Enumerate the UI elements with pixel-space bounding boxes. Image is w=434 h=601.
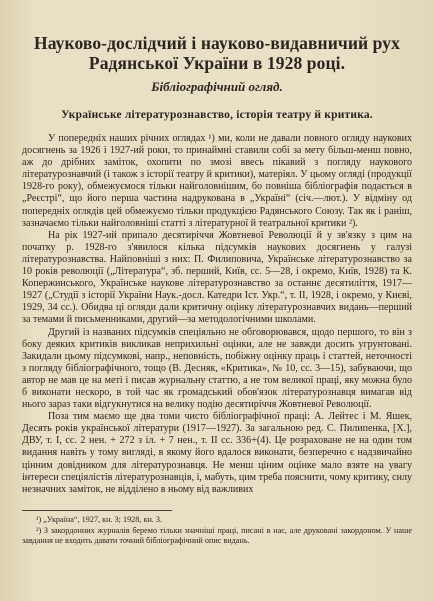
paragraph: У попередніх наших річних оглядах ¹) ми, коли не давали повного огляду наукових досягнень за 1926 і 1927-ий роки, то принаймні ставили собі за мету більш-менш повно, аж до дрібних заміток, охопити по змозі ввесь пікавий з погляду наукового літературознавчий (і також з історії театру й критики), матеріял. У цьому огляді (продукції 1928-го року), обмежуємося тільки найголовнішим, бо повніша бібліографія подається в „Реєстрі“, що його перша частина надрукована в „Україні“ (січ.—лют.). У відміну од попередніх оглядів цей обмежуємо тільки продукцією Радянського Союзу. Так як і раніш, зазначаємо тільки найголовніші статті з літературної й театральної критики ²). (22, 133, 412, 229)
page-title: Науково-дослідчий і науково-видавничий рух Радянської України в 1928 році. (34, 33, 400, 73)
footnote-divider (22, 510, 172, 511)
footnotes (22, 515, 412, 546)
paragraph: Другий із названих підсумків спеціяльно не обговорювався, щодо першого, то він з боку деяких критиків викликав неприхильні оцінки, але не завжди досить угрунтовані. Закидали цьому підсумкові, напр., неповність, побіжну оцінку праць і статтей, неточності з погляду бібліографічного, тощо (В. Десняк, «Критика», № 10, сс. 3—15), забуваючи, що автор не мав це на меті і писав журнальну статтю, а не том великої праці, яку можна було б виконати нескоро, в той час як громадський обов'язок літературознавця вимагав від нього зараз таки відгукнутися на велику подію десятиріччя Жовтневої Революції. (22, 326, 412, 411)
paragraph: На рік 1927-ий припало десятиріччя Жовтневої Революції й у зв'язку з цим на початку р. 1928-го з'явилося кілька підсумків наукових досягнень у галузі літературознавства. Найповніші з них: П. Филиповича, Українське літературознавство за 10 років революції („Літературa“, зб. перший, Київ, сс. 5—28, і окремо, Київ, 1928) та К. Копержинського, Українське наукове літературознавство за останнє десятиліття, 1917—1927 („Студії з історії України Наук.-досл. Катедри Іст. Укр.“, т. II, 1928, і окремо, у Києві, 1929, 34 сс.). Обидва ці огляди дали критичну оцінку літературознавчих видань—перший за темами й письменниками, другий—за методологічними школами. (22, 229, 412, 326)
footnote: ²) З закордонних журналів беремо тільки значніші праці, писані в нас, але друковані закордоном. У наше завдання не входить давати точний бібліографічний опис видань. (22, 525, 412, 545)
section-heading: Українське літературознавство, історія театру й критика. (61, 109, 373, 121)
page-subtitle: Бібліографічний огляд. (151, 79, 283, 94)
paragraph: Поза тим маємо ще два томи чисто бібліографічної праці: А. Лейтес і М. Яшек, Десять років української літератури (1917—1927). За загальною ред. С. Пилипенка, [Х.], ДВУ, т. I, сс. 2 нен. + 272 з іл. + 7 нен., т. II сс. 336+(4). Це розраховане не на один том видання навіть у тому вигляді, в якому його вдалося виконати, безперечно є надзвичайно цінним довідником для літературознавця. Не менш ціним оцінке мало взяте на увагу інтереси спеціялістів літературознавців, і, мабуть, цим треба пояснити, чому критику, силу незначних заміток, не відділено в ньому від важливих (22, 411, 412, 495)
footnote: ¹) „Україна“, 1927, кн. 3; 1928, кн. 3. (36, 514, 163, 524)
body-text (22, 133, 412, 496)
